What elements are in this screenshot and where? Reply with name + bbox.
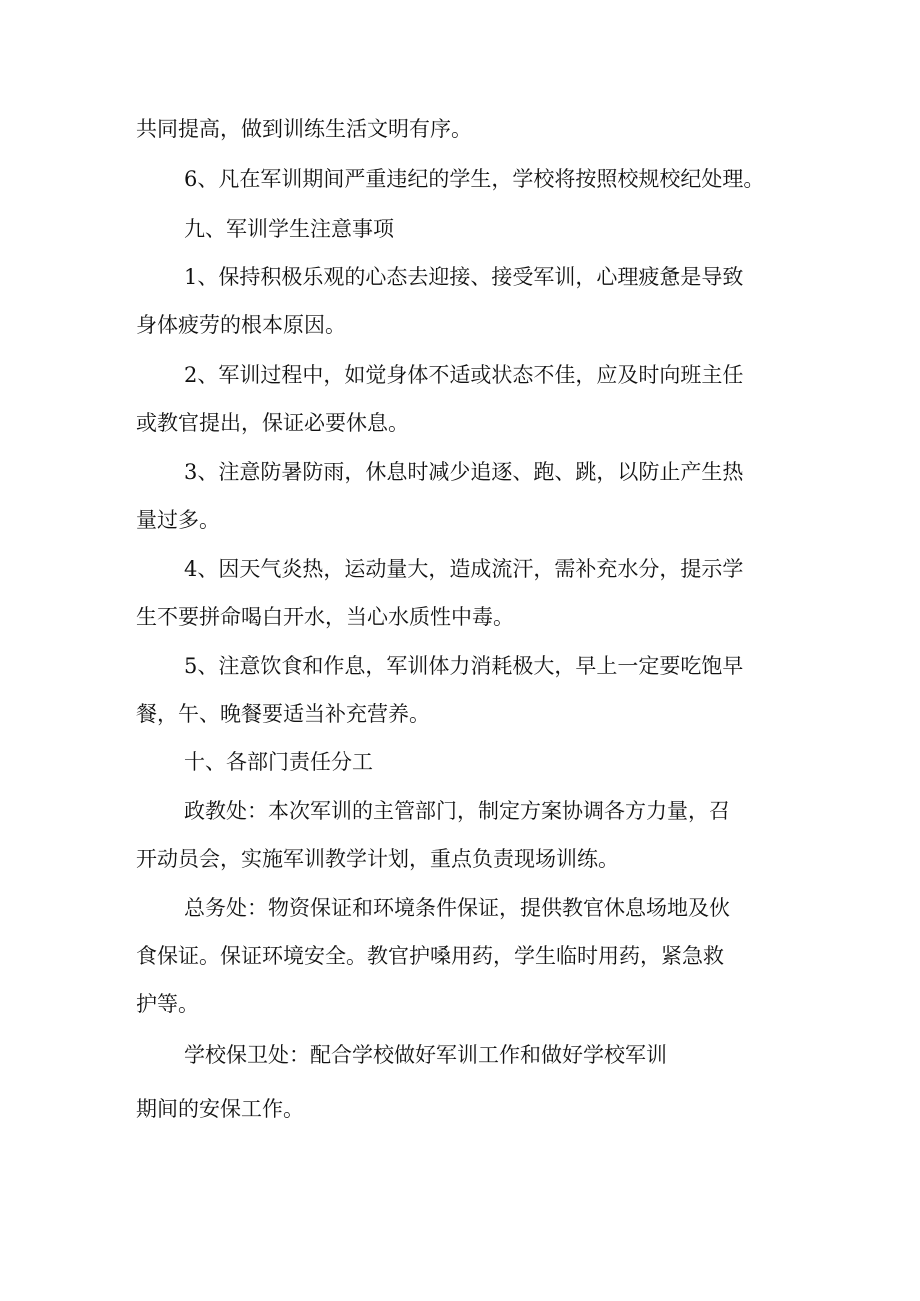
section-heading-10 [136, 738, 796, 786]
paragraph-item-6 [136, 155, 796, 203]
paragraph-line: 总务处：物资保证和环境条件保证，提供教官休息场地及伙 [184, 896, 730, 920]
paragraph-line: 3、注意防暑防雨，休息时减少追逐、跑、跳，以防止产生热 [184, 460, 744, 484]
paragraph-line: 4、因天气炎热，运动量大，造成流汗，需补充水分，提示学 [184, 557, 744, 581]
paragraph-line: 政教处：本次军训的主管部门，制定方案协调各方力量，召 [184, 799, 730, 823]
paragraph-security-office [136, 1028, 796, 1136]
paragraph-line: 餐，午、晚餐要适当补充营养。 [136, 702, 430, 726]
paragraph-line: 或教官提出，保证必要休息。 [136, 411, 409, 435]
paragraph-line: 食保证。保证环境安全。教官护嗓用药，学生临时用药，紧急救 [136, 944, 724, 968]
paragraph-line: 身体疲劳的根本原因。 [136, 313, 346, 337]
paragraph-note-1 [136, 253, 796, 349]
paragraph-line: 量过多。 [136, 508, 220, 532]
paragraph-line: 2、军训过程中，如觉身体不适或状态不佳，应及时向班主任 [184, 363, 744, 387]
paragraph-note-5 [136, 642, 796, 738]
section-heading-9 [136, 205, 796, 253]
heading-line: 十、各部门责任分工 [184, 750, 373, 774]
paragraph-note-3 [136, 448, 796, 544]
paragraph-line: 1、保持积极乐观的心态去迎接、接受军训，心理疲惫是导致 [184, 265, 744, 289]
paragraph-note-4 [136, 545, 796, 641]
paragraph-political-office [136, 787, 796, 883]
paragraph-line: 5、注意饮食和作息，军训体力消耗极大，早上一定要吃饱早 [184, 654, 744, 678]
paragraph-line: 开动员会，实施军训教学计划，重点负责现场训练。 [136, 847, 619, 871]
paragraph-line: 护等。 [136, 992, 199, 1016]
paragraph-line: 学校保卫处：配合学校做好军训工作和做好学校军训 [184, 1043, 667, 1067]
paragraph-line: 生不要拼命喝白开水，当心水质性中毒。 [136, 605, 514, 629]
paragraph-general-affairs [136, 884, 796, 1028]
paragraph-line: 共同提高，做到训练生活文明有序。 [136, 117, 472, 141]
paragraph-line: 期间的安保工作。 [136, 1097, 304, 1121]
paragraph-continuation [136, 105, 796, 153]
paragraph-line: 6、凡在军训期间严重违纪的学生，学校将按照校规校纪处理。 [184, 167, 765, 191]
paragraph-note-2 [136, 351, 796, 447]
heading-line: 九、军训学生注意事项 [184, 217, 394, 241]
